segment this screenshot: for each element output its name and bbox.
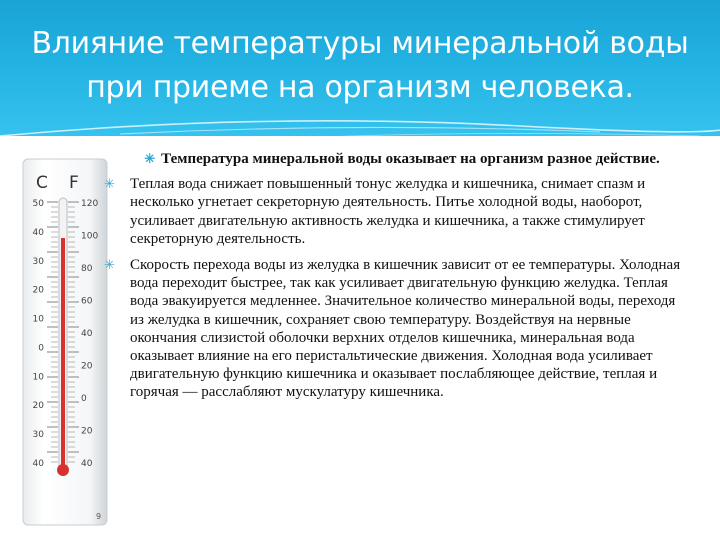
celsius-label: 30 [32,256,44,267]
fahrenheit-label: 20 [81,426,93,437]
fahrenheit-label: 60 [81,296,93,307]
paragraph-text: Скорость перехода воды из желудка в кишечник зависит от ее температуры. Холодная вода переходит быстрее, так как усиливает двигательную функцию желудка. Теплая вода эвакуируется медленнее. Значительное количество минеральной воды, переходя из желудка в кишечник, сохраняет свою температуру. Воздействуя на нервные окончания слизистой оболочки верхних отделов кишечника, минеральная вода оказывает влияние на его перистальтические движения. Холодная вода усиливает двигательную функцию кишечника и оказывает послабляющее действие, теплая и горячая — расслабляют мускулатуру кишечника. [130,257,681,401]
paragraph-transit-speed [104,256,684,402]
slide-title [0,22,720,110]
slide-body [104,150,684,410]
celsius-label: 10 [32,314,44,325]
lead-text: Температура минеральной воды оказывает на организм разное действие. [161,151,660,167]
mercury-bulb [57,464,69,476]
paragraph-text: Теплая вода снижает повышенный тонус желудка и кишечника, снимает спазм и несколько угнетает секреторную деятельность. Питье холодной воды, наоборот, усиливает двигательную активность желудка и кишечника, а также стимулирует секреторную деятельность. [130,176,646,247]
celsius-label: 10 [32,372,44,383]
slide-title-line-1: Влияние температуры минеральной воды [31,26,689,61]
fahrenheit-label: 120 [81,199,99,209]
bullet-star-icon: ✳ [104,257,115,273]
paragraph-warm-water [104,175,684,248]
bullet-star-icon: ✳ [104,176,115,192]
fahrenheit-label: 40 [81,459,93,469]
thermometer-illustration [22,158,108,526]
fahrenheit-label: 40 [81,329,93,339]
title-bar [0,0,720,136]
bullet-star-icon: ✳ [144,151,156,166]
slide-title-line-2: при приеме на организм человека. [86,70,634,105]
celsius-label: 0 [38,343,44,354]
thermometer-image [22,158,108,526]
celsius-label: 20 [32,401,44,412]
fahrenheit-label: 0 [81,394,87,404]
celsius-label: 50 [32,199,44,209]
slide-number: 9 [96,512,102,521]
fahrenheit-unit-label: F [69,173,79,193]
celsius-label: 40 [32,459,44,469]
celsius-label: 30 [32,430,44,441]
celsius-unit-label: C [36,173,48,193]
fahrenheit-label: 80 [81,264,93,274]
fahrenheit-label: 100 [81,231,99,242]
lead-statement [104,150,684,168]
celsius-label: 40 [32,227,44,238]
celsius-label: 20 [32,285,44,296]
mercury-column [61,238,65,470]
fahrenheit-label: 20 [81,361,93,372]
